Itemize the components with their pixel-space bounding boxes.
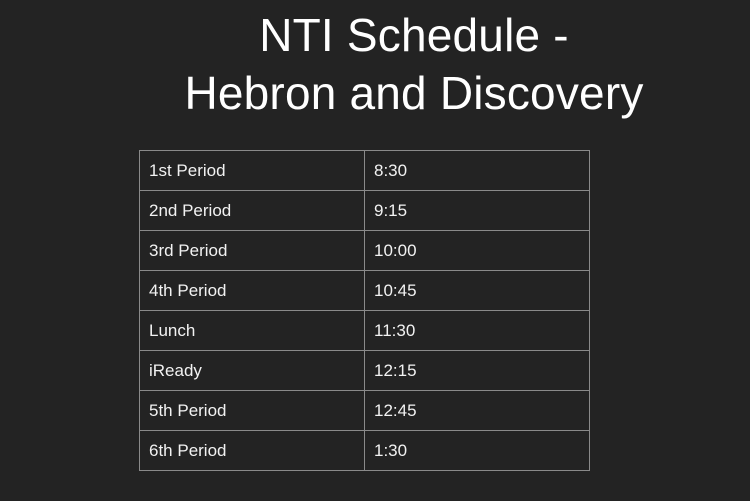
title-line-2: Hebron and Discovery [184,67,644,119]
period-cell: 4th Period [140,271,365,311]
time-cell: 10:45 [365,271,590,311]
table-row [140,151,590,191]
time-cell: 8:30 [365,151,590,191]
title-line-1: NTI Schedule - [259,9,569,61]
period-cell: 3rd Period [140,231,365,271]
period-cell: Lunch [140,311,365,351]
table-row [140,191,590,231]
table-row [140,271,590,311]
schedule-table [139,150,590,471]
table-row [140,351,590,391]
time-cell: 9:15 [365,191,590,231]
table-row [140,311,590,351]
time-cell: 11:30 [365,311,590,351]
period-cell: 5th Period [140,391,365,431]
slide-title [0,6,750,122]
table-row [140,431,590,471]
table-row [140,391,590,431]
time-cell: 12:15 [365,351,590,391]
period-cell: 1st Period [140,151,365,191]
period-cell: 6th Period [140,431,365,471]
period-cell: 2nd Period [140,191,365,231]
table-row [140,231,590,271]
time-cell: 12:45 [365,391,590,431]
period-cell: iReady [140,351,365,391]
time-cell: 1:30 [365,431,590,471]
time-cell: 10:00 [365,231,590,271]
